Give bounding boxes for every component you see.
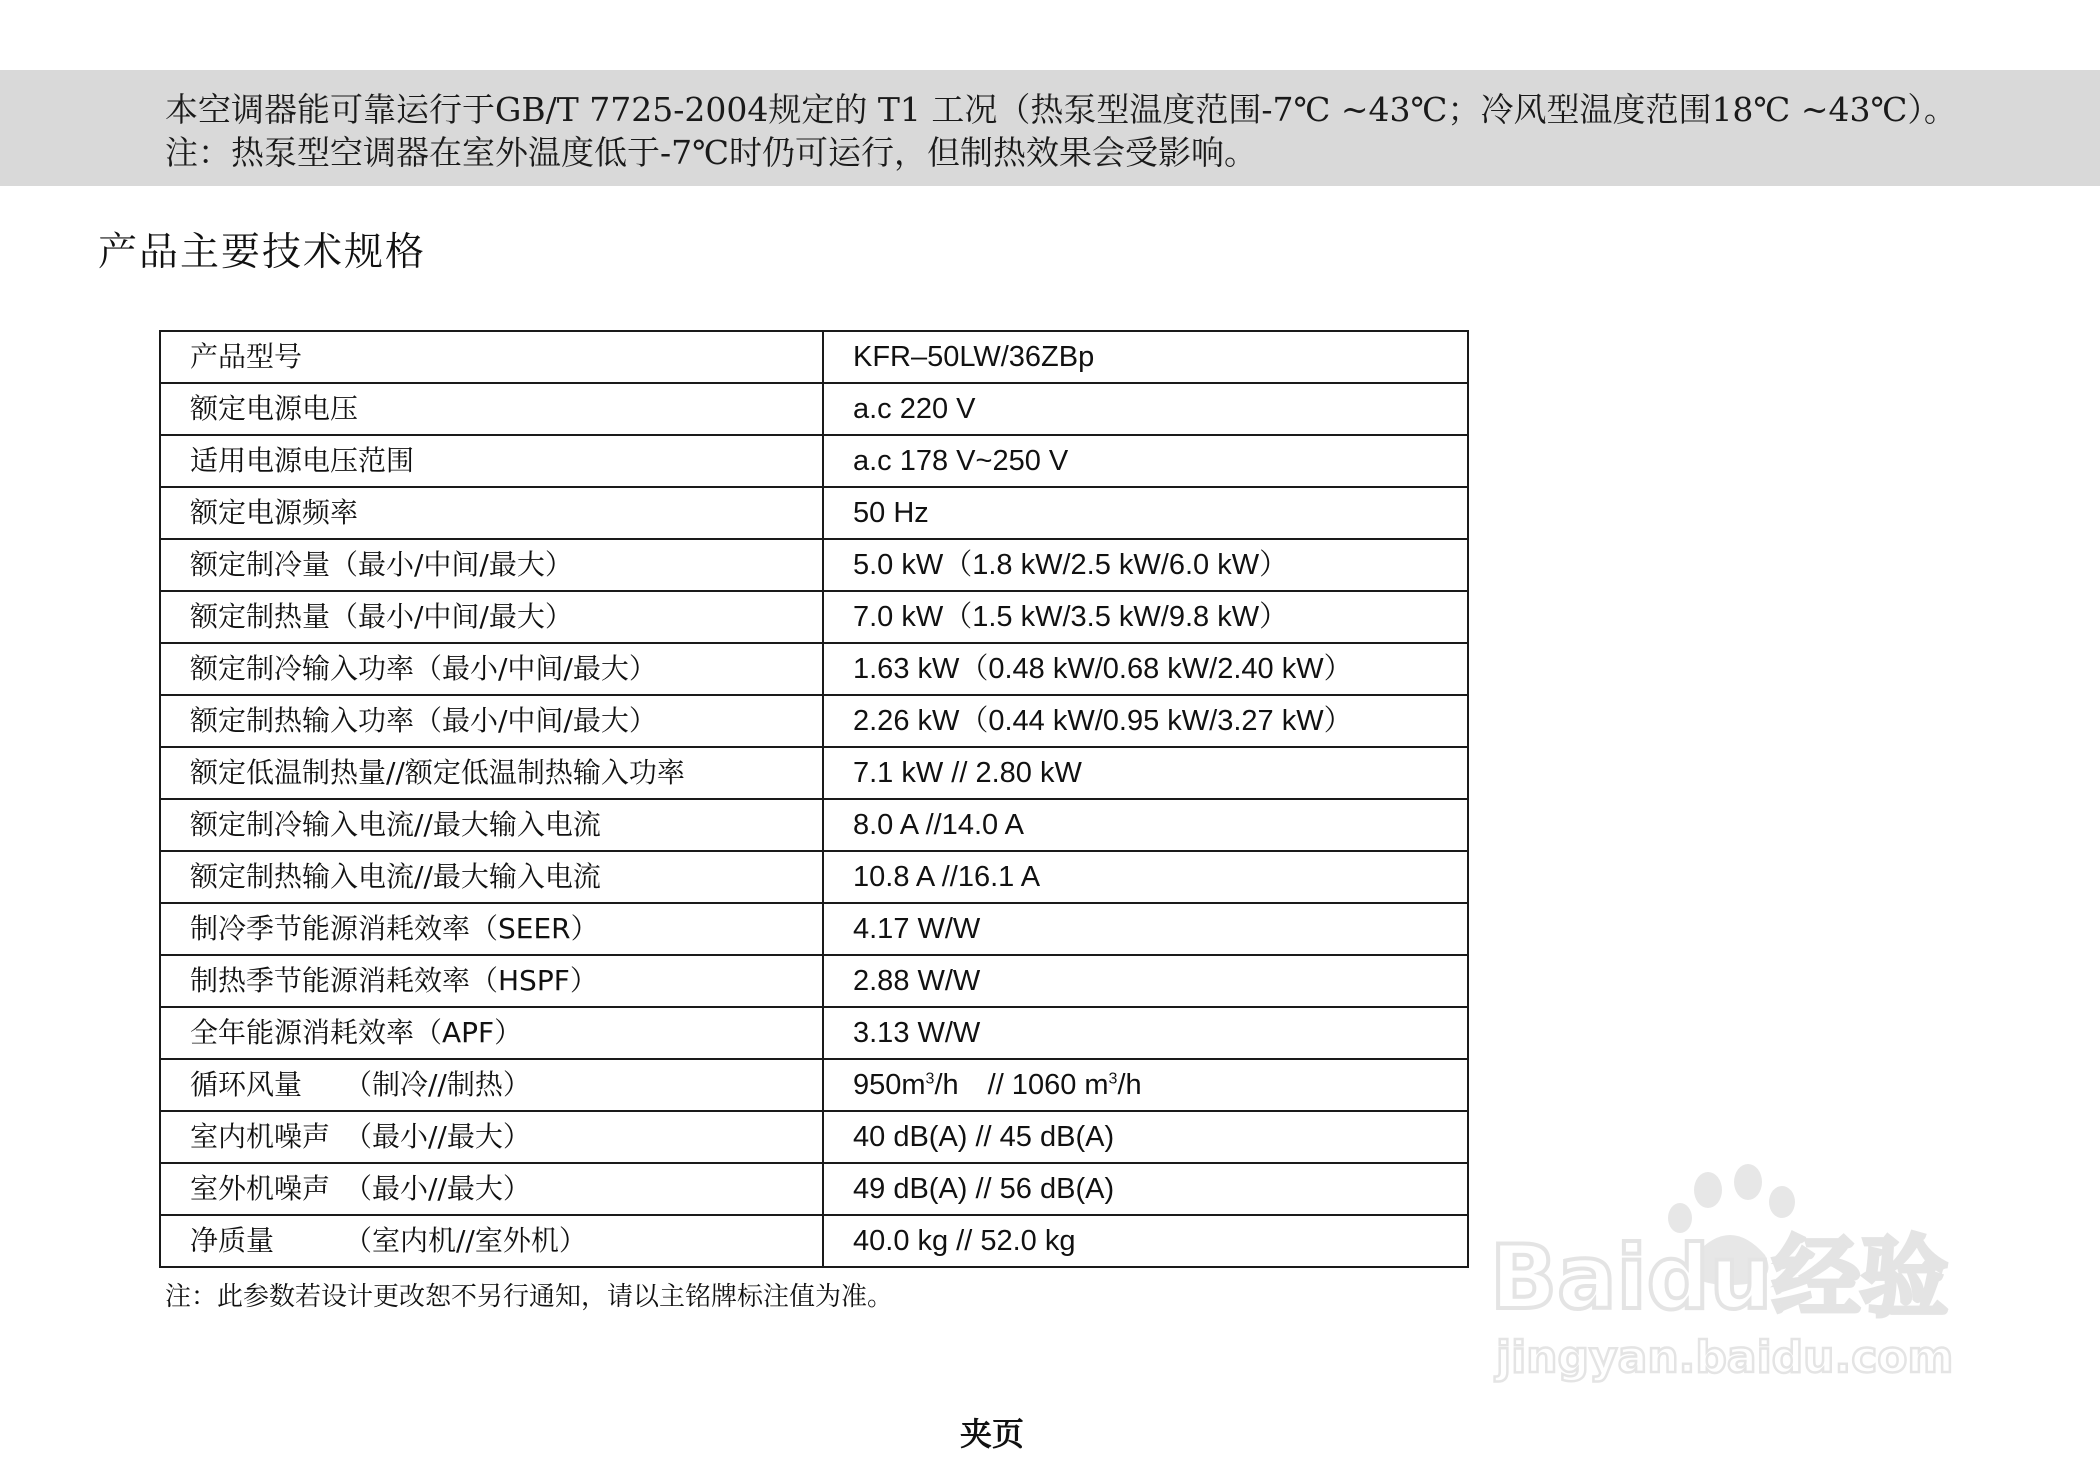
- table-row: [160, 695, 1468, 747]
- table-row: [160, 1163, 1468, 1215]
- spec-label: 额定制热输入电流//最大输入电流: [160, 851, 823, 903]
- spec-label: 净质量 （室内机//室外机）: [160, 1215, 823, 1267]
- spec-label: 额定制热量（最小/中间/最大）: [160, 591, 823, 643]
- spec-value: 7.0 kW（1.5 kW/3.5 kW/9.8 kW）: [823, 591, 1468, 643]
- spec-value: 10.8 A //16.1 A: [823, 851, 1468, 903]
- table-row: [160, 851, 1468, 903]
- cubic-superscript: 3: [1108, 1070, 1118, 1088]
- spec-value: 8.0 A //14.0 A: [823, 799, 1468, 851]
- table-row: [160, 903, 1468, 955]
- spec-label: 额定制冷量（最小/中间/最大）: [160, 539, 823, 591]
- table-row: [160, 331, 1468, 383]
- watermark-brand-text: Baidu经验: [1490, 1226, 1949, 1329]
- table-row: [160, 1059, 1468, 1111]
- spec-label: 额定制冷输入电流//最大输入电流: [160, 799, 823, 851]
- table-row: [160, 383, 1468, 435]
- spec-label: 额定制冷输入功率（最小/中间/最大）: [160, 643, 823, 695]
- spec-value: 3.13 W/W: [823, 1007, 1468, 1059]
- airflow-unit-suffix: /h: [1117, 1069, 1142, 1101]
- table-row: [160, 1215, 1468, 1267]
- spec-label: 额定制热输入功率（最小/中间/最大）: [160, 695, 823, 747]
- spec-value: 5.0 kW（1.8 kW/2.5 kW/6.0 kW）: [823, 539, 1468, 591]
- spec-label: 室外机噪声 （最小//最大）: [160, 1163, 823, 1215]
- cubic-superscript: 3: [925, 1070, 935, 1088]
- spec-label: 室内机噪声 （最小//最大）: [160, 1111, 823, 1163]
- spec-value: 2.26 kW（0.44 kW/0.95 kW/3.27 kW）: [823, 695, 1468, 747]
- spec-value: 2.88 W/W: [823, 955, 1468, 1007]
- table-row: [160, 591, 1468, 643]
- spec-label: 额定电源频率: [160, 487, 823, 539]
- spec-label: 额定电源电压: [160, 383, 823, 435]
- spec-label: 额定低温制热量//额定低温制热输入功率: [160, 747, 823, 799]
- airflow-cooling-value: 950m: [853, 1069, 926, 1101]
- spec-value: a.c 220 V: [823, 383, 1468, 435]
- page-label: 夹页: [960, 1415, 1025, 1453]
- footnote: 注：此参数若设计更改恕不另行通知，请以主铭牌标注值为准。: [165, 1282, 894, 1312]
- table-row: [160, 643, 1468, 695]
- spec-value: 49 dB(A) // 56 dB(A): [823, 1163, 1468, 1215]
- spec-value: KFR–50LW/36ZBp: [823, 331, 1468, 383]
- section-title: 产品主要技术规格: [98, 230, 427, 275]
- watermark-url-text: jingyan.baidu.com: [1496, 1332, 1954, 1383]
- table-row: [160, 1007, 1468, 1059]
- table-row: [160, 1111, 1468, 1163]
- table-row: [160, 539, 1468, 591]
- baidu-watermark: [1490, 1160, 1990, 1390]
- spec-value: 50 Hz: [823, 487, 1468, 539]
- spec-label: 全年能源消耗效率（APF）: [160, 1007, 823, 1059]
- spec-value: 40 dB(A) // 45 dB(A): [823, 1111, 1468, 1163]
- airflow-heating-value: /h // 1060 m: [934, 1069, 1109, 1101]
- spec-value: 7.1 kW // 2.80 kW: [823, 747, 1468, 799]
- spec-value: 40.0 kg // 52.0 kg: [823, 1215, 1468, 1267]
- spec-label: 适用电源电压范围: [160, 435, 823, 487]
- table-row: [160, 487, 1468, 539]
- spec-value: a.c 178 V~250 V: [823, 435, 1468, 487]
- low-temperature-note: 注：热泵型空调器在室外温度低于-7℃时仍可运行，但制热效果会受影响。: [165, 133, 1258, 172]
- spec-label: 产品型号: [160, 331, 823, 383]
- table-row: [160, 799, 1468, 851]
- spec-table: [159, 330, 1469, 1268]
- table-row: [160, 747, 1468, 799]
- spec-label: 制冷季节能源消耗效率（SEER）: [160, 903, 823, 955]
- spec-value: 4.17 W/W: [823, 903, 1468, 955]
- airflow-value: [823, 1059, 1468, 1111]
- operating-condition-notice: 本空调器能可靠运行于GB/T 7725-2004规定的 T1 工况（热泵型温度范围-7℃ ~43℃；冷风型温度范围18℃ ~43℃）。: [165, 90, 1957, 129]
- spec-label: 制热季节能源消耗效率（HSPF）: [160, 955, 823, 1007]
- table-row: [160, 435, 1468, 487]
- spec-value: 1.63 kW（0.48 kW/0.68 kW/2.40 kW）: [823, 643, 1468, 695]
- table-row: [160, 955, 1468, 1007]
- spec-label: 循环风量 （制冷//制热）: [160, 1059, 823, 1111]
